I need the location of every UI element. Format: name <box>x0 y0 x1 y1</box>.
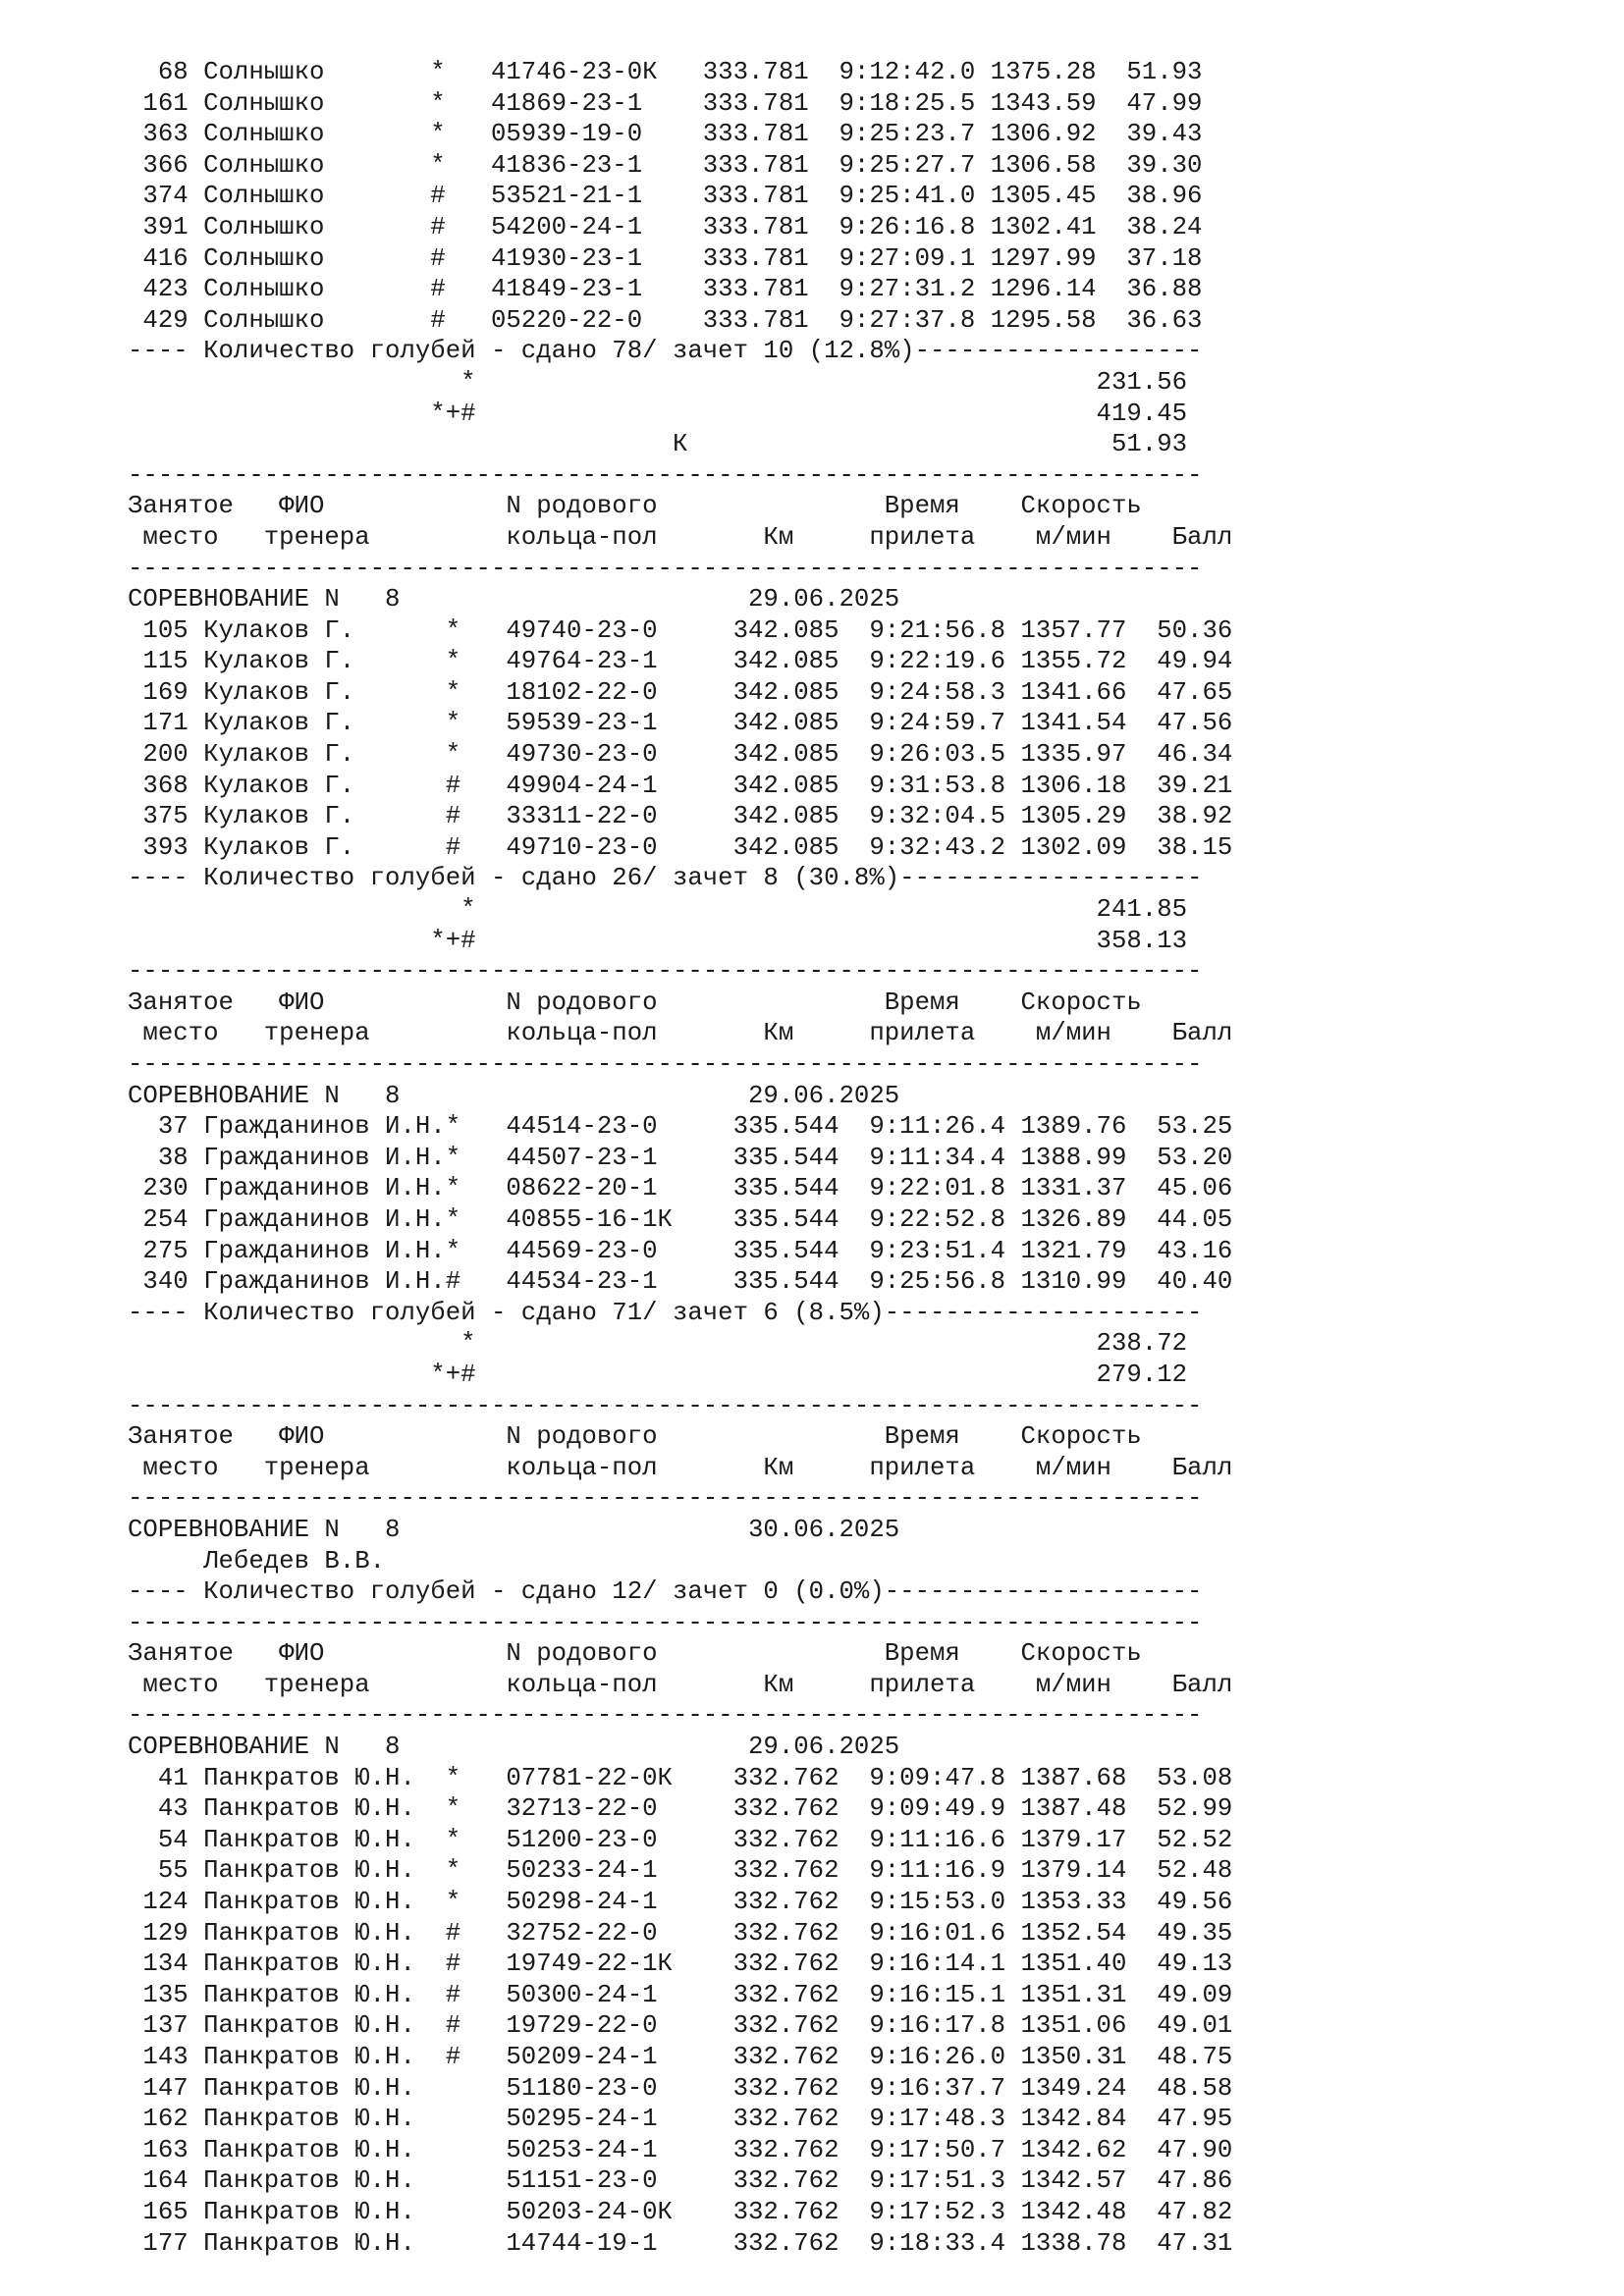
result-row: 429 Солнышко # 05220-22-0 333.781 9:27:37.8 1295.58 36.63 <box>128 305 1203 335</box>
summary-line: ---- Количество голубей - сдано 26/ зачет 8 (30.8%)-------------------- <box>128 864 1203 893</box>
result-row: 124 Панкратов Ю.Н. * 50298-24-1 332.762 9:15:53.0 1353.33 49.56 <box>128 1888 1233 1917</box>
total-line: *+# 358.13 <box>128 926 1188 955</box>
result-row: 423 Солнышко # 41849-23-1 333.781 9:27:31.2 1296.14 36.88 <box>128 275 1203 304</box>
result-row: 164 Панкратов Ю.Н. 51151-23-0 332.762 9:17:51.3 1342.57 47.86 <box>128 2166 1233 2196</box>
result-row: 171 Кулаков Г. * 59539-23-1 342.085 9:24:59.7 1341.54 47.56 <box>128 709 1233 738</box>
column-header-line: Занятое ФИО N родового Время Скорость <box>128 492 1142 521</box>
summary-line: ---- Количество голубей - сдано 12/ зачет 0 (0.0%)--------------------- <box>128 1577 1203 1607</box>
separator-line: ----------------------------------------------------------------------- <box>128 1484 1203 1514</box>
result-row: 416 Солнышко # 41930-23-1 333.781 9:27:09.1 1297.99 37.18 <box>128 243 1203 273</box>
column-header-line: Занятое ФИО N родового Время Скорость <box>128 988 1142 1017</box>
column-header-line: место тренера кольца-пол Км прилета м/мин Балл <box>128 522 1233 552</box>
result-row: 162 Панкратов Ю.Н. 50295-24-1 332.762 9:17:48.3 1342.84 47.95 <box>128 2105 1233 2134</box>
result-row: 366 Солнышко * 41836-23-1 333.781 9:25:27.7 1306.58 39.30 <box>128 150 1203 180</box>
column-header-line: место тренера кольца-пол Км прилета м/мин Балл <box>128 1019 1233 1048</box>
result-row: 163 Панкратов Ю.Н. 50253-24-1 332.762 9:17:50.7 1342.62 47.90 <box>128 2135 1233 2164</box>
total-line: *+# 279.12 <box>128 1360 1188 1389</box>
separator-line: ----------------------------------------------------------------------- <box>128 957 1203 987</box>
result-row: 54 Панкратов Ю.Н. * 51200-23-0 332.762 9:11:16.6 1379.17 52.52 <box>128 1825 1233 1854</box>
result-row: 37 Гражданинов И.Н.* 44514-23-0 335.544 9:11:26.4 1389.76 53.25 <box>128 1112 1233 1142</box>
result-row: 230 Гражданинов И.Н.* 08622-20-1 335.544 9:22:01.8 1331.37 45.06 <box>128 1174 1233 1203</box>
result-row: 275 Гражданинов И.Н.* 44569-23-0 335.544 9:23:51.4 1321.79 43.16 <box>128 1236 1233 1265</box>
result-row: 254 Гражданинов И.Н.* 40855-16-1К 335.544 9:22:52.8 1326.89 44.05 <box>128 1204 1233 1234</box>
column-header-line: Занятое ФИО N родового Время Скорость <box>128 1422 1142 1452</box>
result-row: 200 Кулаков Г. * 49730-23-0 342.085 9:26:03.5 1335.97 46.34 <box>128 740 1233 770</box>
result-row: 374 Солнышко # 53521-21-1 333.781 9:25:41.0 1305.45 38.96 <box>128 182 1203 211</box>
result-row: 55 Панкратов Ю.Н. * 50233-24-1 332.762 9:11:16.9 1379.14 52.48 <box>128 1856 1233 1886</box>
total-line: * 241.85 <box>128 895 1188 925</box>
result-row: 161 Солнышко * 41869-23-1 333.781 9:18:25.5 1343.59 47.99 <box>128 88 1203 118</box>
result-row: 165 Панкратов Ю.Н. 50203-24-0К 332.762 9:17:52.3 1342.48 47.82 <box>128 2197 1233 2226</box>
result-row: 134 Панкратов Ю.Н. # 19749-22-1К 332.762 9:16:14.1 1351.40 49.13 <box>128 1949 1233 1979</box>
summary-line: ---- Количество голубей - сдано 78/ зачет 10 (12.8%)------------------- <box>128 337 1203 366</box>
total-line: * 231.56 <box>128 367 1188 397</box>
result-row: 135 Панкратов Ю.Н. # 50300-24-1 332.762 9:16:15.1 1351.31 49.09 <box>128 1980 1233 2009</box>
result-row: 368 Кулаков Г. # 49904-24-1 342.085 9:31:53.8 1306.18 39.21 <box>128 771 1233 800</box>
separator-line: ----------------------------------------------------------------------- <box>128 1050 1203 1079</box>
results-listing <box>128 57 1232 2259</box>
result-row: 68 Солнышко * 41746-23-0К 333.781 9:12:42.0 1375.28 51.93 <box>128 58 1203 86</box>
competition-header-line: СОРЕВНОВАНИЕ N 8 29.06.2025 <box>128 1081 900 1110</box>
separator-line: ----------------------------------------------------------------------- <box>128 460 1203 490</box>
result-row: 143 Панкратов Ю.Н. # 50209-24-1 332.762 9:16:26.0 1350.31 48.75 <box>128 2043 1233 2071</box>
result-row: 177 Панкратов Ю.Н. 14744-19-1 332.762 9:18:33.4 1338.78 47.31 <box>128 2228 1233 2258</box>
result-row: 38 Гражданинов И.Н.* 44507-23-1 335.544 9:11:34.4 1388.99 53.20 <box>128 1143 1233 1172</box>
column-header-line: место тренера кольца-пол Км прилета м/мин Балл <box>128 1670 1233 1699</box>
result-row: 375 Кулаков Г. # 33311-22-0 342.085 9:32:04.5 1305.29 38.92 <box>128 802 1233 831</box>
total-line: *+# 419.45 <box>128 399 1188 428</box>
result-row: 169 Кулаков Г. * 18102-22-0 342.085 9:24:58.3 1341.66 47.65 <box>128 677 1233 707</box>
result-row: 105 Кулаков Г. * 49740-23-0 342.085 9:21:56.8 1357.77 50.36 <box>128 615 1233 645</box>
competition-header-line: СОРЕВНОВАНИЕ N 8 30.06.2025 <box>128 1515 900 1544</box>
column-header-line: Занятое ФИО N родового Время Скорость <box>128 1639 1142 1669</box>
result-row: 393 Кулаков Г. # 49710-23-0 342.085 9:32:43.2 1302.09 38.15 <box>128 832 1233 862</box>
column-header-line: место тренера кольца-пол Км прилета м/мин Балл <box>128 1453 1233 1482</box>
total-line: К 51.93 <box>128 430 1188 459</box>
competition-header-line: СОРЕВНОВАНИЕ N 8 29.06.2025 <box>128 1733 900 1762</box>
result-row: 340 Гражданинов И.Н.# 44534-23-1 335.544 9:25:56.8 1310.99 40.40 <box>128 1267 1233 1297</box>
result-row: 137 Панкратов Ю.Н. # 19729-22-0 332.762 9:16:17.8 1351.06 49.01 <box>128 2011 1233 2041</box>
competition-header-line: СОРЕВНОВАНИЕ N 8 29.06.2025 <box>128 585 900 614</box>
separator-line: ----------------------------------------------------------------------- <box>128 1701 1203 1731</box>
summary-line: ---- Количество голубей - сдано 71/ зачет 6 (8.5%)--------------------- <box>128 1298 1203 1327</box>
result-row: 41 Панкратов Ю.Н. * 07781-22-0К 332.762 9:09:47.8 1387.68 53.08 <box>128 1763 1233 1792</box>
result-row: 391 Солнышко # 54200-24-1 333.781 9:26:16.8 1302.41 38.24 <box>128 212 1203 241</box>
total-line: * 238.72 <box>128 1329 1188 1359</box>
result-row: 363 Солнышко * 05939-19-0 333.781 9:25:23.7 1306.92 39.43 <box>128 120 1203 149</box>
result-row: 129 Панкратов Ю.Н. # 32752-22-0 332.762 9:16:01.6 1352.54 49.35 <box>128 1918 1233 1948</box>
separator-line: ----------------------------------------------------------------------- <box>128 554 1203 583</box>
separator-line: ----------------------------------------------------------------------- <box>128 1391 1203 1420</box>
result-row: Лебедев В.В. <box>128 1546 386 1575</box>
result-row: 147 Панкратов Ю.Н. 51180-23-0 332.762 9:16:37.7 1349.24 48.58 <box>128 2073 1233 2103</box>
result-row: 43 Панкратов Ю.Н. * 32713-22-0 332.762 9:09:49.9 1387.48 52.99 <box>128 1794 1233 1824</box>
separator-line: ----------------------------------------------------------------------- <box>128 1608 1203 1637</box>
result-row: 115 Кулаков Г. * 49764-23-1 342.085 9:22:19.6 1355.72 49.94 <box>128 647 1233 676</box>
